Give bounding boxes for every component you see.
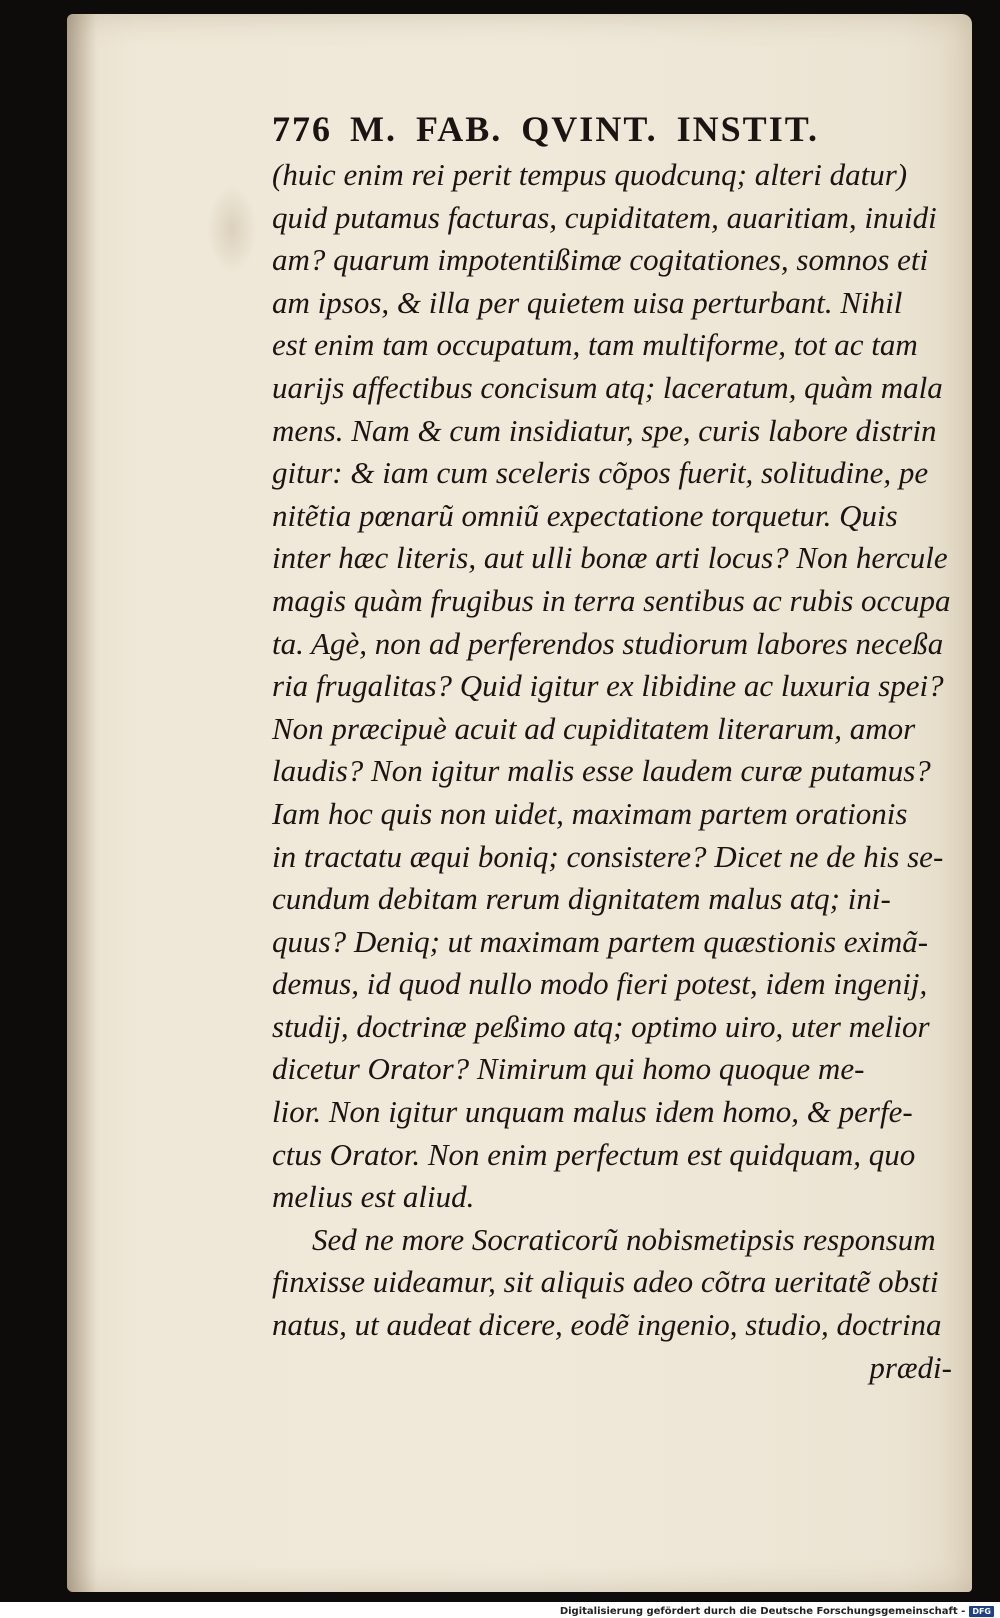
digitization-credit	[560, 1604, 994, 1618]
text-line: Iam hoc quis non uidet, maximam partem orationis	[272, 795, 908, 831]
text-line: quid putamus facturas, cupiditatem, auaritiam, inuidi	[272, 199, 937, 235]
text-line: ta. Agè, non ad perferendos studiorum labores neceßa	[272, 625, 944, 661]
text-line: ctus Orator. Non enim perfectum est quidquam, quo	[272, 1136, 916, 1172]
dfg-logo: DFG	[969, 1606, 994, 1617]
page-stain	[207, 184, 257, 274]
text-line: am ipsos, & illa per quietem uisa perturbant. Nihil	[272, 284, 903, 320]
text-line: mens. Nam & cum insidiatur, spe, curis labore distrin	[272, 412, 937, 448]
text-line: inter hæc literis, aut ulli bonæ arti locus? Non hercule	[272, 540, 948, 576]
catchword: prædi-	[869, 1349, 952, 1385]
text-line: lior. Non igitur unquam malus idem homo, & perfe-	[272, 1094, 913, 1130]
running-head	[272, 104, 952, 154]
text-line: laudis? Non igitur malis esse laudem curæ putamus?	[272, 753, 931, 789]
text-line: dicetur Orator? Nimirum qui homo quoque me-	[272, 1051, 865, 1087]
credit-text: Digitalisierung gefördert durch die Deutsche Forschungsgemeinschaft -	[559, 1605, 966, 1617]
text-line: (huic enim rei perit tempus quodcunq; alteri datur)	[272, 157, 908, 192]
text-line: uarijs affectibus concisum atq; laceratum, quàm mala	[272, 369, 943, 405]
text-line: magis quàm frugibus in terra sentibus ac rubis occupa	[272, 582, 951, 618]
running-title: M. FAB. QVINT. INSTIT.	[350, 109, 820, 149]
page-number: 776	[272, 109, 332, 149]
text-line: am? quarum impotentißimæ cogitationes, somnos eti	[272, 242, 929, 278]
text-line: quus? Deniq; ut maximam partem quæstionis eximã-	[272, 923, 929, 959]
text-line: in tractatu æqui boniq; consistere? Dicet ne de his se-	[272, 838, 944, 874]
text-line: studij, doctrinæ peßimo atq; optimo uiro, uter melior	[272, 1008, 930, 1044]
text-line: est enim tam occupatum, tam multiforme, tot ac tam	[272, 327, 918, 363]
text-line: nitẽtia pœnarũ omniũ expectatione torquetur. Quis	[272, 497, 898, 533]
text-line: finxisse uideamur, sit aliquis adeo cõtra ueritatẽ obsti	[272, 1264, 939, 1300]
book-page	[67, 14, 972, 1592]
text-line: natus, ut audeat dicere, eodẽ ingenio, studio, doctrina	[272, 1307, 942, 1343]
text-line: demus, id quod nullo modo fieri potest, idem ingenij,	[272, 966, 928, 1002]
text-line: gitur: & iam cum sceleris cõpos fuerit, solitudine, pe	[272, 455, 929, 491]
text-block	[272, 104, 952, 1389]
text-line: cundum debitam rerum dignitatem malus atq; ini-	[272, 881, 891, 917]
paragraph-start-line: Sed ne more Socraticorũ nobismetipsis responsum	[312, 1221, 936, 1257]
text-line: ria frugalitas? Quid igitur ex libidine ac luxuria spei?	[272, 668, 944, 704]
text-line: Non præcipuè acuit ad cupiditatem literarum, amor	[272, 710, 916, 746]
text-line: melius est aliud.	[272, 1179, 475, 1215]
